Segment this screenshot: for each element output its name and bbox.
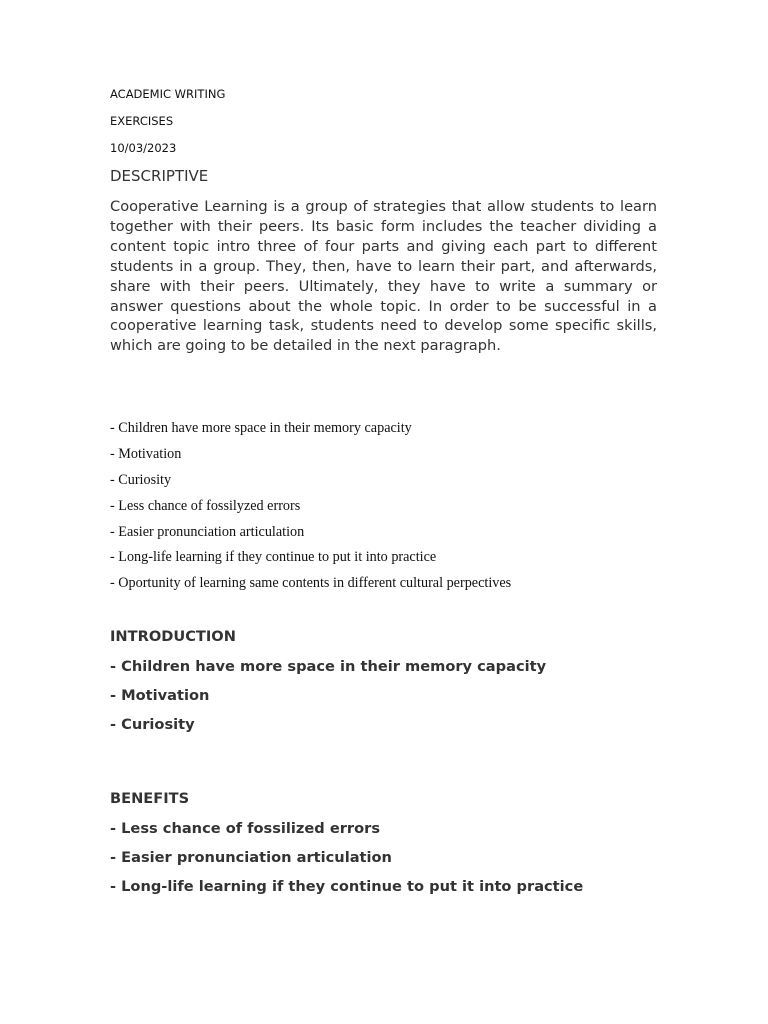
descriptive-paragraph: Cooperative Learning is a group of strategies that allow students to learn together with their peers. Its basic form includes the teacher dividing a content topic intro three of four parts and giving each part to different students in a group. They, then, have to learn their part, and afterwards, share with their peers. Ultimately, they have to write a summary or answer questions about the whole topic. In order to be successful in a cooperative learning task, students need to develop some specific skills, which are going to be detailed in the next paragraph. xyxy=(110,198,657,355)
list-item: - Oportunity of learning same contents in different cultural perpectives xyxy=(110,575,512,592)
document-subtitle: EXERCISES xyxy=(110,114,174,128)
notes-list xyxy=(110,418,511,599)
benefits-heading: BENEFITS xyxy=(110,790,190,807)
list-item: - Less chance of fossilyzed errors xyxy=(110,497,301,514)
list-item: - Easier pronunciation articulation xyxy=(110,848,392,866)
document-title: ACADEMIC WRITING xyxy=(110,87,226,101)
descriptive-heading: DESCRIPTIVE xyxy=(110,167,209,185)
list-item: - Children have more space in their memory capacity xyxy=(110,420,412,436)
list-item: - Children have more space in their memory capacity xyxy=(110,657,547,675)
list-item: - Curiosity xyxy=(110,716,195,734)
list-item: - Less chance of fossilized errors xyxy=(110,819,381,837)
benefits-section xyxy=(110,789,583,906)
list-item: - Long-life learning if they continue to put it into practice xyxy=(110,549,437,566)
introduction-section xyxy=(110,627,546,744)
introduction-heading: INTRODUCTION xyxy=(110,628,236,645)
list-item: - Motivation xyxy=(110,445,182,462)
list-item: - Motivation xyxy=(110,686,210,704)
document-date: 10/03/2023 xyxy=(110,141,177,155)
list-item: - Long-life learning if they continue to put it into practice xyxy=(110,878,584,896)
list-item: - Curiosity xyxy=(110,471,172,488)
list-item: - Easier pronunciation articulation xyxy=(110,523,305,540)
